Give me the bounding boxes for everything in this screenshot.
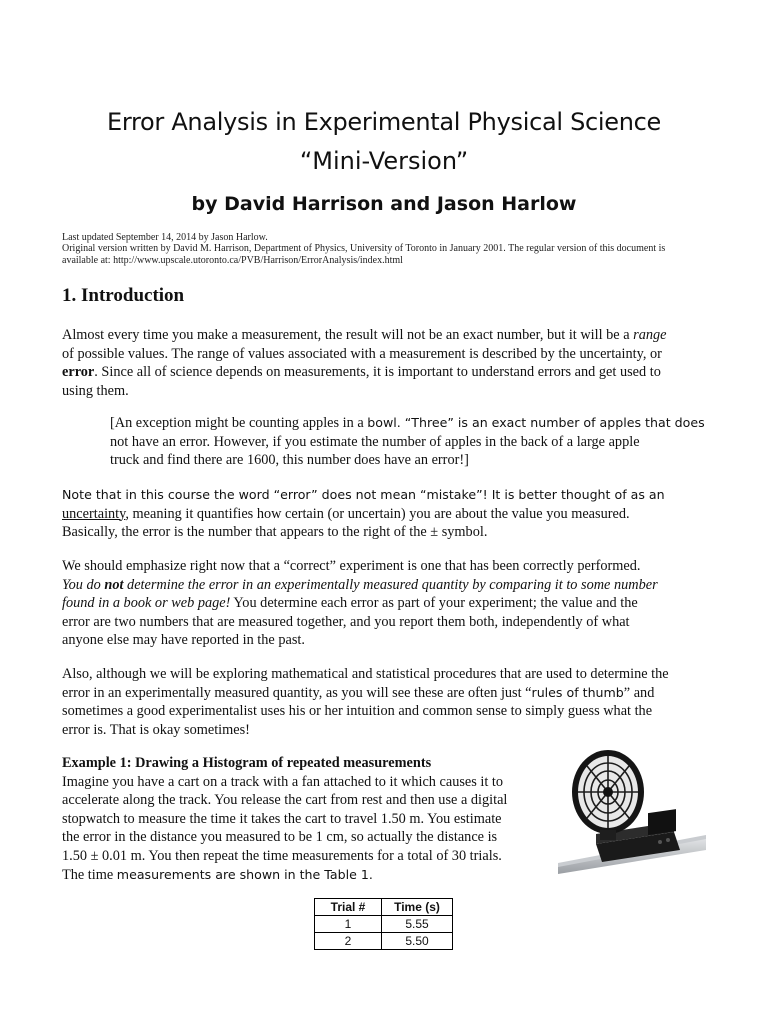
document-authors: by David Harrison and Jason Harlow [191,193,577,215]
cell-time: 5.50 [382,933,453,950]
cell-trial: 2 [315,933,382,950]
original-version-line-1: Original version written by David M. Harrison, Department of Physics, University of Toronto in January 2001. The regular version of this document is [62,243,666,254]
p5-text-a: Also, although we will be exploring mathematical and statistical procedures that are used to determine the [62,666,669,682]
last-updated-note [62,232,722,244]
example-line-3: stopwatch to measure the time it takes the cart to travel 1.50 m. You estimate [62,810,502,827]
p1-text-a: Almost every time you make a measurement, the result will not be an exact number, but it will be a [62,327,634,343]
example-line-6b: measurements are shown in the Table 1. [116,866,373,882]
p3-uncertainty-underlined: uncertainty [62,505,126,522]
trials-table [314,898,453,950]
p4-text-c2: You determine each error as part of your experiment; the value and the [230,595,638,612]
section-heading: 1. Introduction [62,285,185,306]
last-updated-text: Last updated September 14, 2014 by Jason Harlow. [62,232,268,243]
p5-text-b2: ” and [623,684,655,701]
original-version-line-2: available at: http://www.upscale.utoronto.ca/PVB/Harrison/ErrorAnalysis/index.html [62,254,403,266]
apple-exception-paragraph [110,414,710,470]
example-line-2: accelerate along the track. You release the cart from rest and then use a digital [62,792,508,809]
header-time: Time (s) [382,899,453,916]
p3-text-a: Note that in this course the word “error” does not mean “mistake”! It is better thought of as an [62,487,665,502]
p1-error-bold: error [62,364,95,381]
cell-time: 5.55 [382,916,453,933]
p5-text-d: error is. That is okay sometimes! [62,721,250,738]
p4-not-bold: not [104,576,124,593]
example-line-6a: The time [62,866,117,883]
p4-text-a: We should emphasize right now that a “correct” experiment is one that has been correctly performed. [62,558,641,574]
fan-cart-image [556,746,708,874]
cell-trial: 1 [315,916,382,933]
example-line-5: 1.50 ± 0.01 m. You then repeat the time measurements for a total of 30 trials. [62,847,502,864]
p4-text-d: error are two numbers that are measured together, and you report them both, independently of what [62,613,630,630]
p3-text-c: Basically, the error is the number that appears to the right of the ± symbol. [62,524,488,541]
table-row [315,933,453,950]
p1-text-c: . Since all of science depends on measurements, it is important to understand errors and get used to [94,364,661,381]
original-version-note [62,243,722,266]
p2-text-c: truck and find there are 1600, this number does have an error!] [110,452,469,469]
table-row [315,916,453,933]
p4-text-c1: found in a book or web page! [62,595,231,612]
p5-text-b1: error in an experimentally measured quantity, as you will see these are often just “ [62,684,532,701]
header-trial: Trial # [315,899,382,916]
intro-paragraph-1 [62,326,710,400]
example-1-block [62,754,542,884]
procedures-paragraph [62,665,710,739]
example-heading: Example 1: Drawing a Histogram of repeated measurements [62,755,432,771]
p2-text-a: [An exception might be counting apples in a [110,415,368,431]
p4-text-e: anyone else may have reported in the past. [62,632,305,649]
p5-text-c: sometimes a good experimentalist uses his or her intuition and common sense to simply guess what the [62,703,653,720]
p4-text-b2: determine the error in an experimentally measured quantity by comparing it to some number [123,576,658,593]
p3-text-b: , meaning it quantifies how certain (or uncertain) you are about the value you measured. [125,505,630,522]
p2-text-a-alt: bowl. “Three” is an exact number of apples that does [367,415,705,430]
example-line-4: the error in the distance you measured to be 1 cm, so actually the distance is [62,829,498,846]
p1-text-b: of possible values. The range of values associated with a measurement is described by the uncertainty, or [62,345,662,362]
p5-rules-of-thumb: rules of thumb [531,684,624,700]
example-line-1: Imagine you have a cart on a track with a fan attached to it which causes it to [62,773,504,790]
p1-text-d: using them. [62,382,129,399]
p1-range-italic: range [633,327,667,343]
p4-text-b1: You do [62,576,105,593]
document-subtitle: “Mini-Version” [299,147,469,175]
p2-text-b: not have an error. However, if you estimate the number of apples in the back of a large apple [110,433,640,450]
table-header-row [315,899,453,916]
correct-experiment-paragraph [62,557,710,650]
error-meaning-paragraph [62,486,710,542]
document-title: Error Analysis in Experimental Physical Science [106,108,661,136]
